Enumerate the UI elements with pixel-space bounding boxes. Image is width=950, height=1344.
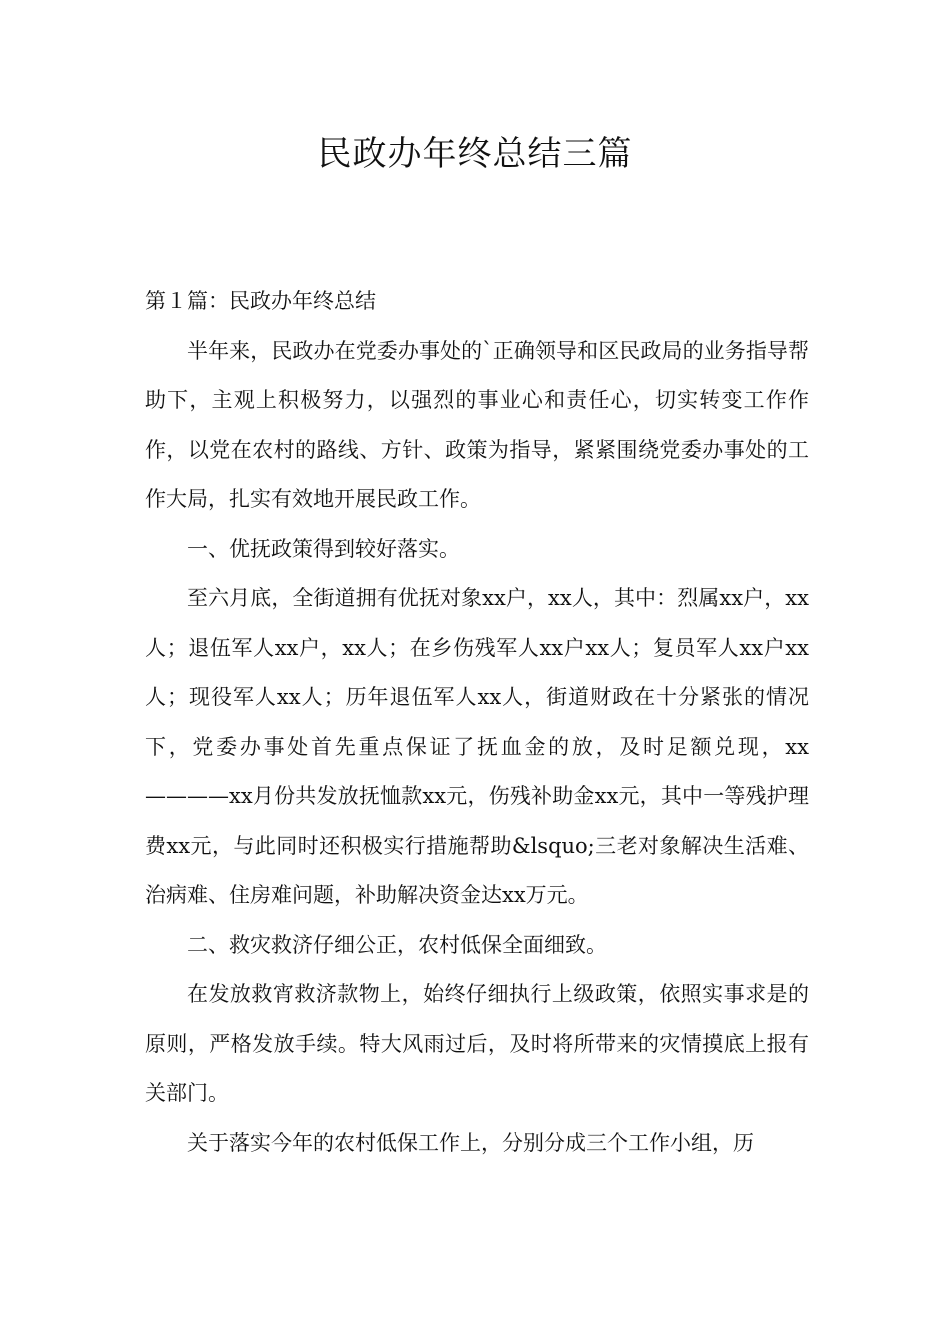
paragraph-intro: 半年来，民政办在党委办事处的`正确领导和区民政局的业务指导帮助下，主观上积极努力，以强烈的事业心和责任心，切实转变工作作作，以党在农村的路线、方针、政策为指导，紧紧围绕党委办事处的工作大局，扎实有效地开展民政工作。 bbox=[145, 338, 809, 511]
paragraph-low-income: 关于落实今年的农村低保工作上，分别分成三个工作小组，历 bbox=[187, 1130, 754, 1155]
document-body bbox=[145, 277, 809, 1168]
subheading-2: 二、救灾救济仔细公正，农村低保全面细致。 bbox=[187, 932, 607, 957]
paragraph-preferential: 至六月底，全街道拥有优抚对象xx户，xx人，其中：烈属xx户，xx人；退伍军人xx户，xx人；在乡伤残军人xx户xx人；复员军人xx户xx人；现役军人xx人；历年退伍军人xx人，街道财政在十分紧张的情况下，党委办事处首先重点保证了抚血金的放，及时足额兑现，xx————xx月份共发放抚恤款xx元，伤残补助金xx元，其中一等残护理费xx元，与此同时还积极实行措施帮助&lsquo;三老对象解决生活难、治病难、住房难问题，补助解决资金达xx万元。 bbox=[145, 586, 809, 907]
subheading-1: 一、优抚政策得到较好落实。 bbox=[187, 536, 460, 561]
paragraph-disaster-relief: 在发放救宵救济款物上，始终仔细执行上级政策，依照实事求是的原则，严格发放手续。特大风雨过后，及时将所带来的灾情摸底上报有关部门。 bbox=[145, 982, 809, 1105]
section-heading: 第１篇：民政办年终总结 bbox=[145, 289, 376, 313]
document-title: 民政办年终总结三篇 bbox=[317, 134, 633, 174]
